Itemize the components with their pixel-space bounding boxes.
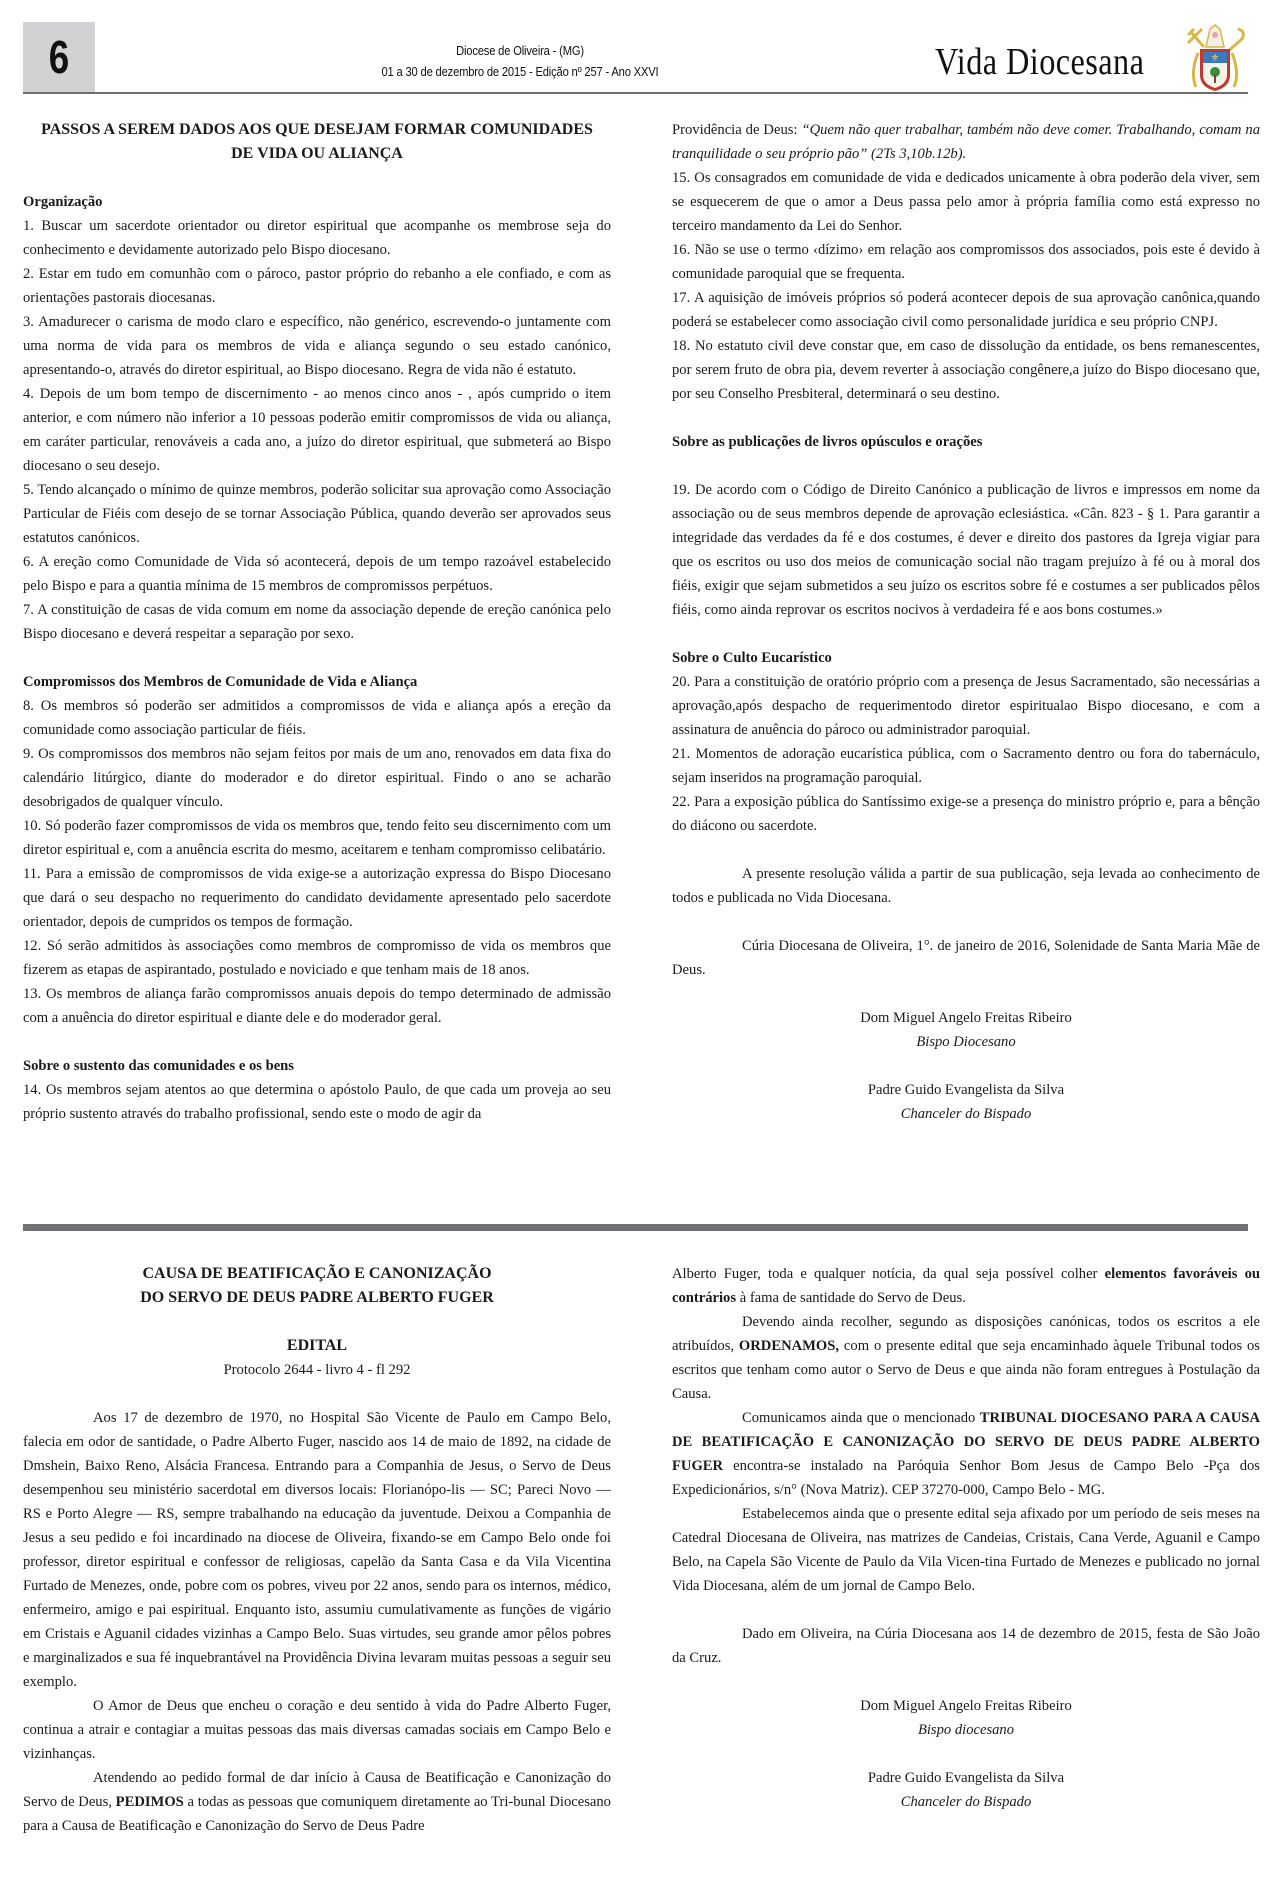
list-item: 6. A ereção como Comunidade de Vida só acontecerá, depois de um tempo razoável estabelecido pelo Bispo e para a quantia mínima de 15 membros de compromissos perpétuos. bbox=[23, 554, 611, 594]
place-date: Dado em Oliveira, na Cúria Diocesana aos 14 de dezembro de 2015, festa de São João da Cruz. bbox=[672, 1626, 1260, 1666]
list-item: 10. Só poderão fazer compromissos de vida os membros que, tendo feito seu discernimento com um diretor espiritual e, com a anuência escrita do mesmo, aceitarem e tenham compromisso celibatário. bbox=[23, 818, 611, 858]
signature-name: Padre Guido Evangelista da Silva bbox=[867, 1082, 1065, 1098]
text-span: Alberto Fuger, toda e qualquer notícia, da qual seja possível colher bbox=[672, 1266, 1105, 1282]
diocese-coat-of-arms-icon bbox=[1180, 23, 1250, 93]
list-item: 12. Só serão admitidos às associações como membros de compromisso de vida os membros que fizerem as etapas de aspirantado, postulado e noviciado e que tenham mais de 18 anos. bbox=[23, 938, 611, 978]
list-item: 17. A aquisição de imóveis próprios só poderá acontecer depois de sua aprovação canônica,quando poderá se estabelecer como associação civil como personalidade jurídica e seu próprio CNPJ. bbox=[672, 290, 1260, 330]
signature-name: Dom Miguel Angelo Freitas Ribeiro bbox=[860, 1010, 1072, 1026]
list-item: 2. Estar em tudo em comunhão com o pároco, pastor próprio do rebanho a ele confiado, e com as orientações pastorais diocesanas. bbox=[23, 266, 611, 306]
edition-line: 01 a 30 de dezembro de 2015 - Edição nº 257 - Ano XXVI bbox=[381, 64, 659, 79]
list-item: 18. No estatuto civil deve constar que, em caso de dissolução da entidade, os bens remanescentes, por serem fruto de obra pia, devem reverter à associação congênere,a juízo do Bispo diocesano que, por seu Conselho Presbiteral, determinará o seu destino. bbox=[672, 338, 1260, 402]
scripture-quote: “Quem não quer trabalhar, também não deve comer. Trabalhando, comam na tranquilidade o seu próprio pão” (2Ts 3,10b.12b). bbox=[672, 122, 1260, 162]
svg-text:⚜: ⚜ bbox=[1210, 53, 1220, 64]
article2-title-line2: DO SERVO DE DEUS PADRE ALBERTO FUGER bbox=[140, 1289, 494, 1306]
list-item: 19. De acordo com o Código de Direito Canónico a publicação de livros e impressos em nome da associação ou de seus membros depende de aprovação eclesiástica. «Cân. 823 - § 1. Para garantir a integridade das verdades da fé e dos costumes, é dever e direito dos pastores da Igreja vigiar para que os escritos ou uso dos meios de comunicação social não tragam prejuízo à fé ou à moral dos fiéis, exigir que sejam submetidos a seu juízo os escritos sobre fé e costumes a ser publicados pêlos fiéis, como ainda reprovar os escritos nocivos à verdadeira fé e aos bons costumes.» bbox=[672, 482, 1260, 618]
article1-title-line1: PASSOS A SEREM DADOS AOS QUE DESEJAM FORMAR COMUNIDADES bbox=[41, 121, 593, 138]
page-number: 6 bbox=[48, 31, 70, 83]
text-span: com o presente edital que seja encaminhado àquele Tribunal todos os escritos que tenham como autor o Servo de Deus e que ainda não foram entregues à Postulação da Causa. bbox=[672, 1338, 1260, 1402]
paragraph bbox=[672, 1406, 1260, 1502]
list-item: 14. Os membros sejam atentos ao que determina o apóstolo Paulo, de que cada um proveja ao seu próprio sustento através do trabalho profissional, sendo este o modo de agir da bbox=[23, 1082, 611, 1122]
emphasis-ordenamos: ORDENAMOS, bbox=[738, 1338, 840, 1354]
header-divider bbox=[23, 92, 1248, 94]
signature-name: Padre Guido Evangelista da Silva bbox=[867, 1770, 1065, 1786]
article1-right-column bbox=[672, 118, 1260, 1126]
paragraph: Estabelecemos ainda que o presente edital seja afixado por um período de seis meses na Catedral Diocesana de Oliveira, nas matrizes de Candeias, Cristais, Cana Verde, Aguanil e Campo Belo, na Capela São Vicente de Paulo da Vila Vicen-tina Furtado de Menezes e publicado no jornal Vida Diocesana, além de um jornal de Campo Belo. bbox=[672, 1506, 1260, 1594]
list-item: 22. Para a exposição pública do Santíssimo exige-se a presença do ministro próprio e, para a bênção do diácono ou sacerdote. bbox=[672, 794, 1260, 834]
list-item: 11. Para a emissão de compromissos de vida exige-se a autorização expressa do Bispo Diocesano que dará o seu despacho no requerimento do candidato devidamente apresentado pelo sacerdote orientador, depois de cumpridos os tempos de formação. bbox=[23, 866, 611, 930]
list-item: 15. Os consagrados em comunidade de vida e dedicados unicamente à obra poderão dela viver, sem se esquecerem de que o amor a Deus passa pelo amor à própria família como está expresso no terceiro mandamento da Lei do Senhor. bbox=[672, 170, 1260, 234]
closing-paragraph: A presente resolução válida a partir de sua publicação, seja levada ao conhecimento de todos e publicada no Vida Diocesana. bbox=[672, 866, 1260, 906]
list-item: 20. Para a constituição de oratório próprio com a presença de Jesus Sacramentado, são necessárias a aprovação,após despacho de requerimentodo diretor espiritualao Bispo diocesano, e com a assinatura de anuência do pároco ou administrador paroquial. bbox=[672, 674, 1260, 738]
signature-name: Dom Miguel Angelo Freitas Ribeiro bbox=[860, 1698, 1072, 1714]
paragraph bbox=[23, 1766, 611, 1838]
section-heading-publicacoes: Sobre as publicações de livros opúsculos e orações bbox=[672, 434, 983, 450]
paragraph-continuation bbox=[672, 1262, 1260, 1310]
page-number-box bbox=[23, 22, 95, 92]
signature-role: Bispo Diocesano bbox=[916, 1034, 1016, 1050]
text-span: à fama de santidade do Servo de Deus. bbox=[736, 1290, 966, 1306]
edital-heading: EDITAL bbox=[286, 1337, 348, 1354]
list-item: 4. Depois de um bom tempo de discernimento - ao menos cinco anos - , após cumprido o item anterior, e com número não inferior a 10 pessoas poderão emitir compromissos de vida ou aliança, em caráter particular, renováveis a cada ano, a juízo do diretor espiritual, que submeterá ao Bispo diocesano o seu desejo. bbox=[23, 386, 611, 474]
place-date: Cúria Diocesana de Oliveira, 1°. de janeiro de 2016, Solenidade de Santa Maria Mãe de Deus. bbox=[672, 938, 1260, 978]
text-span: a todas as pessoas que comuniquem diretamente ao Tri-bunal Diocesano para a Causa de Beatificação e Canonização do Servo de Deus Padre bbox=[23, 1794, 611, 1834]
list-item: 3. Amadurecer o carisma de modo claro e específico, não genérico, escrevendo-o juntamente com uma norma de vida para os membros de vida e aliança segundo o seu estado canónico, apresentando-o, através do diretor espiritual, ao Bispo diocesano. Regra de vida não é estatuto. bbox=[23, 314, 611, 378]
edition-info bbox=[300, 40, 740, 82]
list-item: 21. Momentos de adoração eucarística pública, com o Sacramento dentro ou fora do tabernáculo, sejam inseridos na programação paroquial. bbox=[672, 746, 1260, 786]
emphasis-pedimos: PEDIMOS bbox=[115, 1794, 184, 1810]
text-span: Comunicamos ainda que o mencionado bbox=[742, 1410, 980, 1426]
item14-continuation: Providência de Deus: bbox=[672, 122, 802, 138]
list-item: 1. Buscar um sacerdote orientador ou diretor espiritual que acompanhe os membrose seja do conhecimento e devidamente autorizado pelo Bispo diocesano. bbox=[23, 218, 611, 258]
diocese-line: Diocese de Oliveira - (MG) bbox=[456, 43, 584, 58]
list-item: 16. Não se use o termo ‹dízimo› em relação aos compromissos dos associados, pois este é devido à comunidade paroquial que se frequenta. bbox=[672, 242, 1260, 282]
article2-right-column bbox=[672, 1262, 1260, 1814]
signature-role: Chanceler do Bispado bbox=[900, 1794, 1032, 1810]
masthead-title: Vida Diocesana bbox=[935, 41, 1145, 83]
signature-role: Bispo diocesano bbox=[917, 1722, 1015, 1738]
section-separator bbox=[23, 1224, 1248, 1231]
emphasis-elementos: elementos favoráveis ou contrários bbox=[672, 1266, 1260, 1306]
text-span: encontra-se instalado na Paróquia Senhor Bom Jesus de Campo Belo -Pça dos Expedicionários, s/n° (Nova Matriz). CEP 37270-000, Campo Belo - MG. bbox=[672, 1458, 1260, 1498]
article1-title-line2: DE VIDA OU ALIANÇA bbox=[231, 145, 403, 162]
article2-title-line1: CAUSA DE BEATIFICAÇÃO E CANONIZAÇÃO bbox=[142, 1265, 492, 1282]
section-heading-sustento: Sobre o sustento das comunidades e os bens bbox=[23, 1058, 294, 1074]
section-heading-organizacao: Organização bbox=[23, 194, 103, 210]
article2-left-column bbox=[23, 1262, 611, 1838]
section-heading-compromissos: Compromissos dos Membros de Comunidade de Vida e Aliança bbox=[23, 674, 418, 690]
list-item: 9. Os compromissos dos membros não sejam feitos por mais de um ano, renovados em data fixa do calendário litúrgico, diante do moderador e do diretor espiritual. Findo o ano se acharão desobrigados de qualquer vínculo. bbox=[23, 746, 611, 810]
paragraph: O Amor de Deus que encheu o coração e deu sentido à vida do Padre Alberto Fuger, continua a atrair e contagiar a muitas pessoas das mais diversas camadas sociais em Campo Belo e vizinhanças. bbox=[23, 1698, 611, 1762]
list-item: 13. Os membros de aliança farão compromissos anuais depois do tempo determinado de admissão com a anuência do diretor espiritual e diante dele e do moderador geral. bbox=[23, 986, 611, 1026]
text-span: Devendo ainda recolher, segundo as disposições canónicas, todos os escritos a ele atribuídos, bbox=[672, 1314, 1260, 1354]
page-header bbox=[0, 0, 1266, 100]
paragraph: Aos 17 de dezembro de 1970, no Hospital São Vicente de Paulo em Campo Belo, falecia em odor de santidade, o Padre Alberto Fuger, nascido aos 14 de maio de 1892, na cidade de Dmshein, Baixo Reno, Alsácia Francesa. Entrando para a Companhia de Jesus, o Servo de Deus desempenhou seu ministério sacerdotal em diversos locais: Florianópo-lis — SC; Pareci Novo — RS e Porto Alegre — RS, sempre trabalhando na educação da juventude. Deixou a Companhia de Jesus a seu pedido e foi incardinado na diocese de Oliveira, fixando-se em Campo Belo onde foi professor, diretor espiritual e confessor de religiosas, capelão da Santa Casa e da Vila Vicentina Furtado de Menezes, onde, pobre com os pobres, viveu por 22 anos, sendo para os internos, médico, enfermeiro, amigo e pai espiritual. Enquanto isto, assumiu cumulativamente as funções de vigário em Cristais e Aguanil cidades vizinhas a Campo Belo. Suas virtudes, seu grande amor pêlos pobres e marginalizados e sua fé inquebrantável na Providência Divina levaram muitas pessoas a seguir seu exemplo. bbox=[23, 1410, 611, 1690]
paragraph bbox=[672, 1310, 1260, 1406]
signature-role: Chanceler do Bispado bbox=[900, 1106, 1032, 1122]
article1-left-column bbox=[23, 118, 611, 1126]
list-item: 7. A constituição de casas de vida comum em nome da associação depende de ereção canónica pelo Bispo diocesano e deverá respeitar a separação por sexo. bbox=[23, 602, 611, 642]
list-item-continuation bbox=[672, 118, 1260, 166]
list-item: 5. Tendo alcançado o mínimo de quinze membros, poderão solicitar sua aprovação como Associação Particular de Fiéis com desejo de se tornar Associação Pública, quando deverão ser aprovados seus estatutos canónicos. bbox=[23, 482, 611, 546]
emphasis-tribunal: TRIBUNAL DIOCESANO PARA A CAUSA DE BEATIFICAÇÃO E CANONIZAÇÃO DO SERVO DE DEUS PADRE ALBERTO FUGER bbox=[672, 1410, 1261, 1474]
section-heading-culto: Sobre o Culto Eucarístico bbox=[672, 650, 832, 666]
list-item: 8. Os membros só poderão ser admitidos a compromissos de vida e aliança após a ereção da comunidade como associação particular de fiéis. bbox=[23, 698, 611, 738]
protocolo: Protocolo 2644 - livro 4 - fl 292 bbox=[223, 1362, 411, 1378]
text-span: Atendendo ao pedido formal de dar início à Causa de Beatificação e Canonização do Servo de Deus, bbox=[23, 1770, 611, 1810]
